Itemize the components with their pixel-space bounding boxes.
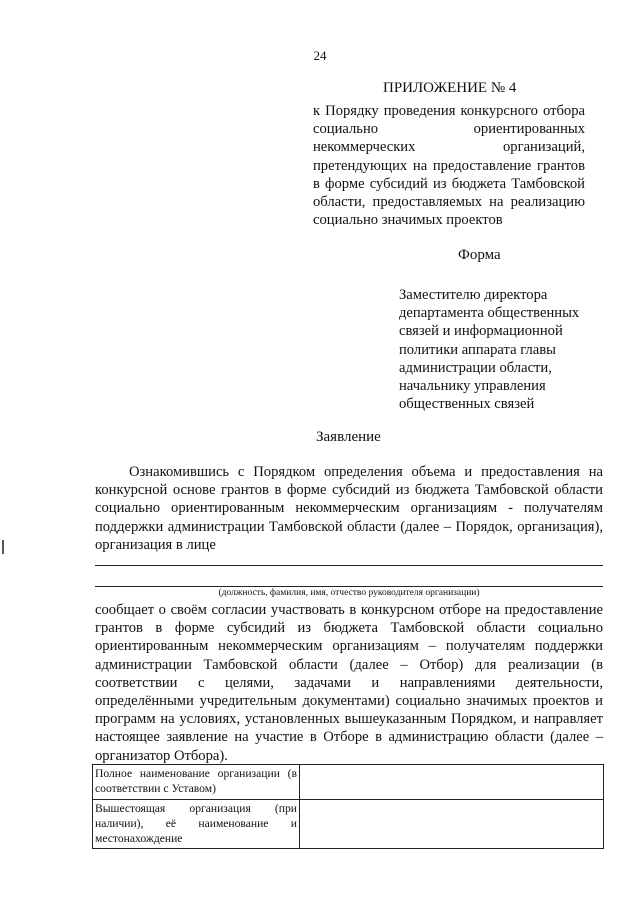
fill-in-line-1[interactable] xyxy=(95,565,603,566)
fill-in-line-2[interactable] xyxy=(95,586,603,587)
table-row xyxy=(93,765,604,800)
scan-margin-mark xyxy=(2,540,4,554)
table-cell-value[interactable] xyxy=(300,800,604,849)
line-caption: (должность, фамилия, имя, отчество руководителя организации) xyxy=(218,588,480,598)
table-cell-label: Вышестоящая организация (при наличии), её наименование и местонахождение xyxy=(93,800,300,849)
form-label: Форма xyxy=(458,247,501,263)
statement-title: Заявление xyxy=(316,429,381,445)
appendix-title: ПРИЛОЖЕНИЕ № 4 xyxy=(383,80,517,96)
table-cell-label: Полное наименование организации (в соответствии с Уставом) xyxy=(93,765,300,800)
page-number: 24 xyxy=(313,48,327,63)
statement-paragraph-1: Ознакомившись с Порядком определения объема и предоставления на конкурсной основе грантов в форме субсидий из бюджета Тамбовской области социально ориентированным некоммерческим организациям - получателям поддержки администрации Тамбовской области (далее – Порядок, организация), организация в лице xyxy=(95,464,603,553)
addressee-block: Заместителю директора департамента общественных связей и информационной политики аппарата главы администрации области, начальнику управления общественных связей xyxy=(399,287,580,413)
statement-paragraph-2: сообщает о своём согласии участвовать в конкурсном отборе на предоставление грантов в форме субсидий из бюджета Тамбовской области социально ориентированным некоммерческим организациям – получателям поддержки администрации Тамбовской области (далее – Отбор) для реализации (в соответствии с целями, задачами и направлениями деятельности, определёнными учредительным документами) социально значимых проектов и программ на условиях, установленных вышеуказанным Порядком, и направляет настоящее заявление на участие в Отборе в администрацию области (далее – организатор Отбора). xyxy=(95,602,603,764)
table-row xyxy=(93,800,604,849)
organization-info-table xyxy=(92,764,604,849)
appendix-description: к Порядку проведения конкурсного отбора социально ориентированных некоммерческих организаций, претендующих на предоставление грантов в форме субсидий из бюджета Тамбовской области, предоставляемых на реализацию социально значимых проектов xyxy=(313,103,585,229)
table-cell-value[interactable] xyxy=(300,765,604,800)
